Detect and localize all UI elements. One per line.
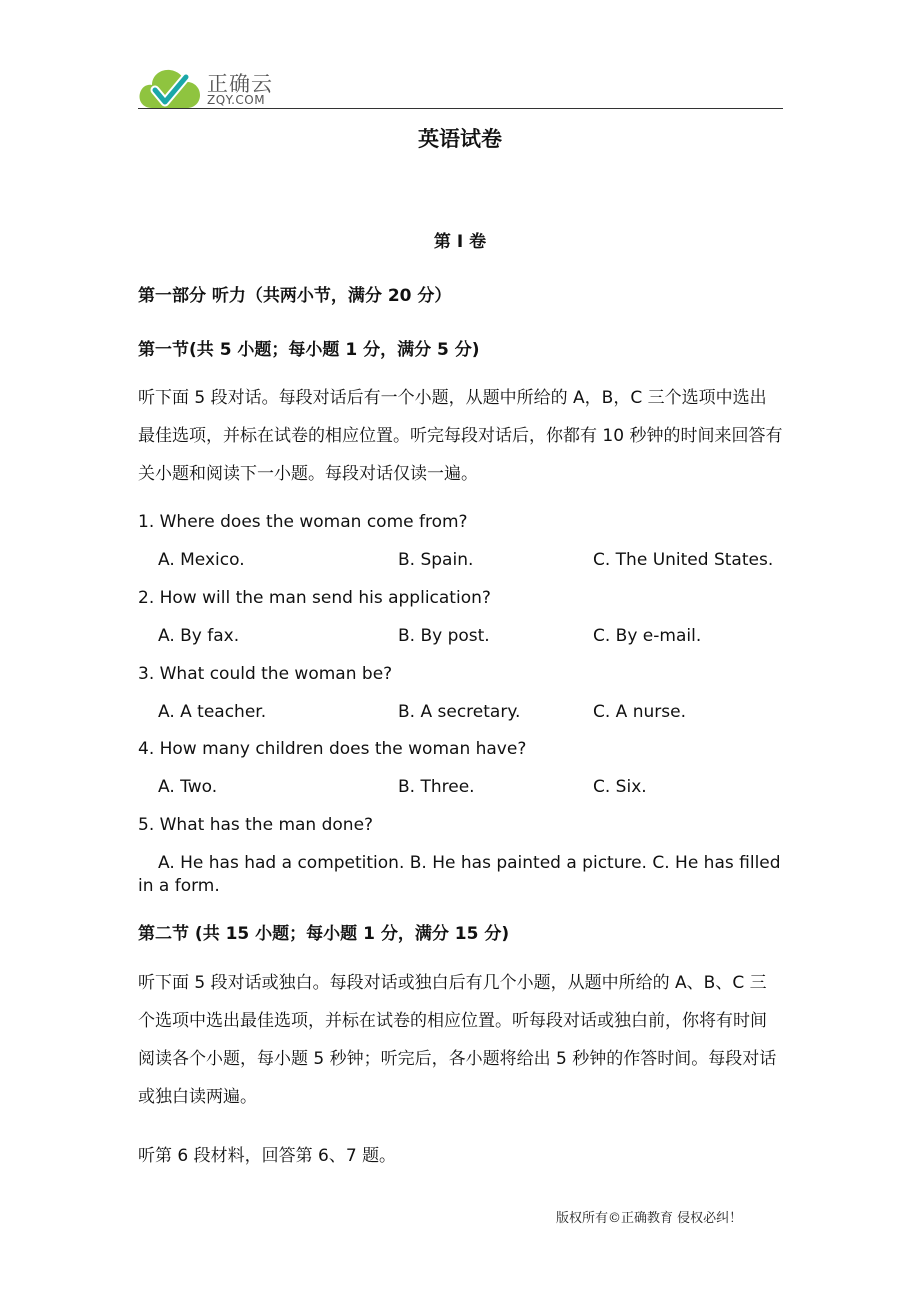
question-3-option-a: A. A teacher. [158, 702, 267, 722]
section2-heading: 第二节 (共 15 小题；每小题 1 分，满分 15 分) [138, 924, 510, 944]
exam-title: 英语试卷 [418, 127, 502, 151]
header-divider [138, 108, 783, 109]
logo-text-cn: 正确云 [207, 72, 273, 96]
question-2-stem: 2. How will the man send his application? [138, 588, 491, 608]
question-4-option-a: A. Two. [158, 777, 218, 797]
part1-heading: 第一部分 听力（共两小节，满分 20 分） [138, 286, 452, 306]
question-1-option-a: A. Mexico. [158, 550, 245, 570]
question-2-option-c: C. By e-mail. [593, 626, 702, 646]
cloud-check-logo-icon [138, 64, 202, 110]
question-2-option-b: B. By post. [398, 626, 490, 646]
question-4-stem: 4. How many children does the woman have? [138, 739, 527, 759]
section2-instructions: 听下面 5 段对话或独白。每段对话或独白后有几个小题，从题中所给的 A、B、C 三个选项中选出最佳选项，并标在试卷的相应位置。听每段对话或独白前，你将有时间阅读各个小题，每小题 5 秒钟；听完后，各小题将给出 5 秒钟的作答时间。每段对话或独白读两遍。 [138, 973, 777, 1107]
question-5-options: A. He has had a competition. B. He has painted a picture. C. He has filled in a form. [138, 853, 781, 896]
section1-heading: 第一节(共 5 小题；每小题 1 分，满分 5 分) [138, 340, 480, 360]
question-1-option-b: B. Spain. [398, 550, 474, 570]
question-2-option-a: A. By fax. [158, 626, 240, 646]
question-3-option-c: C. A nurse. [593, 702, 686, 722]
question-3-option-b: B. A secretary. [398, 702, 521, 722]
copyright-footer: 版权所有©正确教育 侵权必纠！ [556, 1211, 743, 1226]
question-3-stem: 3. What could the woman be? [138, 664, 393, 684]
question-5-stem: 5. What has the man done? [138, 815, 374, 835]
section1-instructions: 听下面 5 段对话。每段对话后有一个小题，从题中所给的 A，B，C 三个选项中选出最佳选项，并标在试卷的相应位置。听完每段对话后，你都有 10 秒钟的时间来回答有关小题和阅读下一小题。每段对话仅读一遍。 [138, 388, 783, 484]
material-6-instruction: 听第 6 段材料，回答第 6、7 题。 [138, 1146, 397, 1166]
question-4-option-c: C. Six. [593, 777, 647, 797]
logo-text-en: ZQY.COM [207, 93, 266, 107]
question-1-option-c: C. The United States. [593, 550, 774, 570]
question-1-stem: 1. Where does the woman come from? [138, 512, 468, 532]
volume-heading: 第 I 卷 [433, 232, 487, 252]
question-4-option-b: B. Three. [398, 777, 475, 797]
page-header [138, 62, 783, 110]
